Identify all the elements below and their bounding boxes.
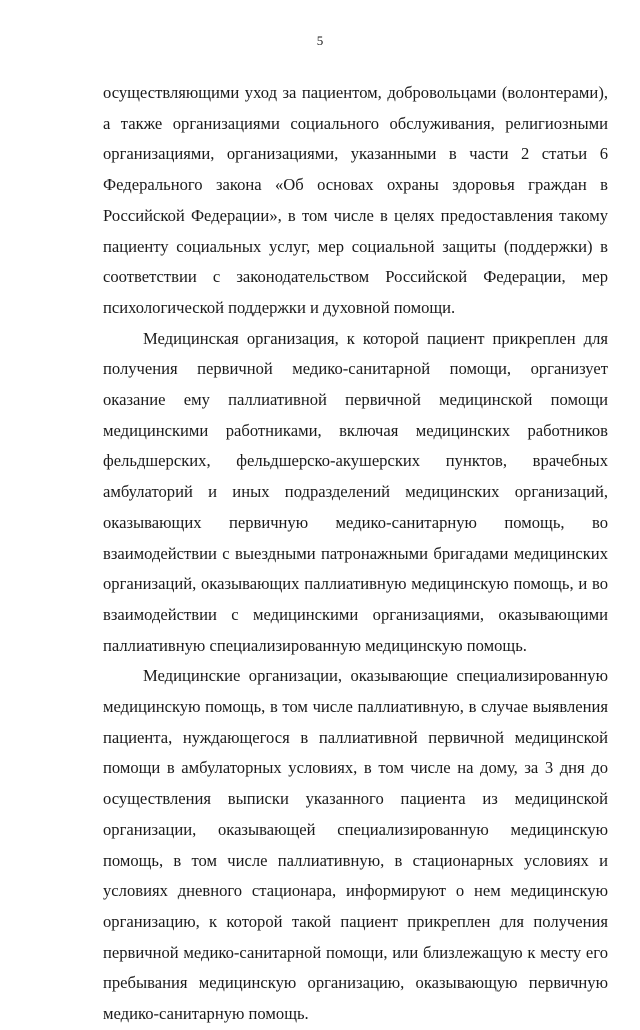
page-number: 5 <box>316 33 324 48</box>
document-body <box>103 78 608 1030</box>
paragraph-primary-care-organization: Медицинская организация, к которой пациент прикреплен для получения первичной медико-санитарной помощи, организует оказание ему паллиативной первичной медицинской помощи медицинскими работниками, включая медицинских работников фельдшерских, фельдшерско-акушерских пунктов, врачебных амбулаторий и иных подразделений медицинских организаций, оказывающих первичную медико-санитарную помощь, во взаимодействии с выездными патронажными бригадами медицинских организаций, оказывающих паллиативную медицинскую помощь, и во взаимодействии с медицинскими организациями, оказывающими паллиативную специализированную медицинскую помощь. <box>103 328 608 655</box>
paragraph-continuation: осуществляющими уход за пациентом, добровольцами (волонтерами), а также организациями социального обслуживания, религиозными организациями, организациями, указанными в части 2 статьи 6 Федерального закона «Об основах охраны здоровья граждан в Российской Федерации», в том числе в целях предоставления такому пациенту социальных услуг, мер социальной защиты (поддержки) в соответствии с законодательством Российской Федерации, мер психологической поддержки и духовной помощи. <box>103 83 608 317</box>
paragraph-specialized-care-organizations: Медицинские организации, оказывающие специализированную медицинскую помощь, в том числе паллиативную, в случае выявления пациента, нуждающегося в паллиативной первичной медицинской помощи в амбулаторных условиях, в том числе на дому, за 3 дня до осуществления выписки указанного пациента из медицинской организации, оказывающей специализированную медицинскую помощь, в том числе паллиативную, в стационарных условиях и условиях дневного стационара, информируют о нем медицинскую организацию, к которой такой пациент прикреплен для получения первичной медико-санитарной помощи, или близлежащую к месту его пребывания медицинскую организацию, оказывающую первичную медико-санитарную помощь. <box>103 666 608 1024</box>
